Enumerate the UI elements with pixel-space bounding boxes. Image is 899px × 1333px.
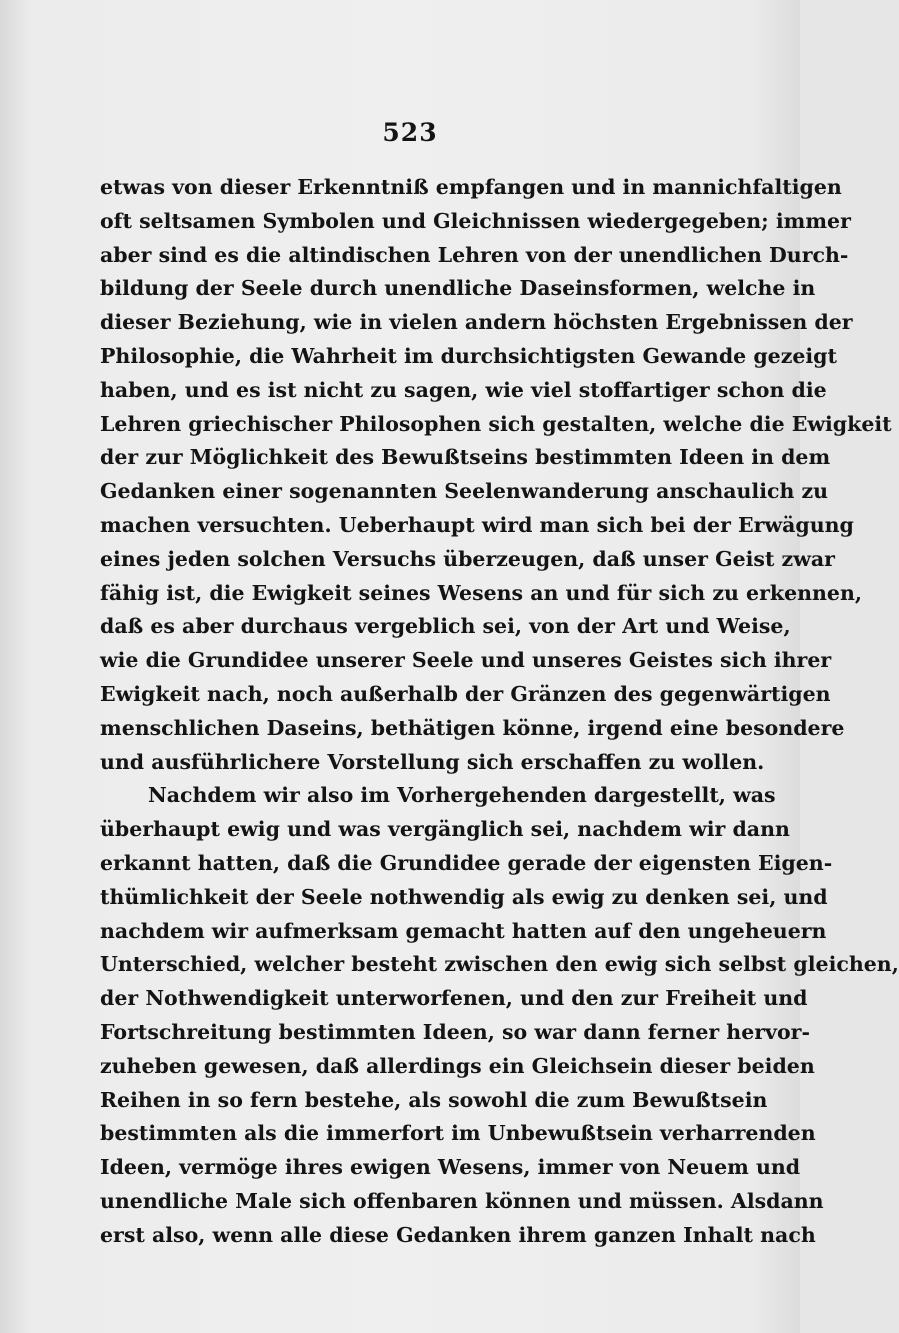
text-line: der zur Möglichkeit des Bewußtseins bestimmten Ideen in dem xyxy=(100,445,831,470)
text-line: Nachdem wir also im Vorhergehenden dargestellt, was xyxy=(148,783,776,808)
text-line: eines jeden solchen Versuchs überzeugen, daß unser Geist zwar xyxy=(100,546,835,571)
text-line: bildung der Seele durch unendliche Daseinsformen, welche in xyxy=(100,276,816,301)
text-line: zuheben gewesen, daß allerdings ein Gleichsein dieser beiden xyxy=(100,1053,815,1078)
page-number: 523 xyxy=(382,118,438,147)
text-line: der Nothwendigkeit unterworfenen, und den zur Freiheit und xyxy=(100,986,808,1011)
text-line: etwas von dieser Erkenntniß empfangen und in mannichfaltigen xyxy=(100,175,842,199)
text-line: daß es aber durchaus vergeblich sei, von der Art und Weise, xyxy=(100,614,791,639)
text-line: wie die Grundidee unserer Seele und unseres Geistes sich ihrer xyxy=(100,648,832,673)
text-line: menschlichen Daseins, bethätigen könne, irgend eine besondere xyxy=(100,715,845,740)
text-line: bestimmten als die immerfort im Unbewußtsein verharrenden xyxy=(100,1121,816,1146)
text-line: Fortschreitung bestimmten Ideen, so war dann ferner hervor- xyxy=(100,1019,810,1044)
text-line: unendliche Male sich offenbaren können und müssen. Alsdann xyxy=(100,1188,824,1213)
text-line: machen versuchten. Ueberhaupt wird man sich bei der Erwägung xyxy=(100,512,854,537)
body-text xyxy=(100,171,899,1253)
text-line: Ewigkeit nach, noch außerhalb der Gränzen des gegenwärtigen xyxy=(100,681,831,706)
text-line: nachdem wir aufmerksam gemacht hatten auf den ungeheuern xyxy=(100,918,827,943)
text-line: erkannt hatten, daß die Grundidee gerade der eigensten Eigen- xyxy=(100,850,833,875)
text-line: fähig ist, die Ewigkeit seines Wesens an und für sich zu erkennen, xyxy=(100,580,863,605)
text-line: Unterschied, welcher besteht zwischen den ewig sich selbst gleichen, xyxy=(100,952,899,977)
text-line: thümlichkeit der Seele nothwendig als ewig zu denken sei, und xyxy=(100,884,828,909)
text-line: aber sind es die altindischen Lehren von der unendlichen Durch- xyxy=(100,242,849,267)
text-line: Reihen in so fern bestehe, als sowohl die zum Bewußtsein xyxy=(100,1087,768,1112)
text-line: Philosophie, die Wahrheit im durchsichtigsten Gewande gezeigt xyxy=(100,343,837,368)
text-line: oft seltsamen Symbolen und Gleichnissen wiedergegeben; immer xyxy=(100,208,851,233)
text-line: Gedanken einer sogenannten Seelenwanderung anschaulich zu xyxy=(100,479,829,504)
text-line: Ideen, vermöge ihres ewigen Wesens, immer von Neuem und xyxy=(100,1155,801,1180)
text-line: dieser Beziehung, wie in vielen andern höchsten Ergebnissen der xyxy=(100,310,853,335)
text-line: und ausführlichere Vorstellung sich erschaffen zu wollen. xyxy=(100,749,765,774)
text-line: erst also, wenn alle diese Gedanken ihrem ganzen Inhalt nach xyxy=(100,1222,816,1247)
text-line: überhaupt ewig und was vergänglich sei, nachdem wir dann xyxy=(100,817,790,842)
text-line: haben, und es ist nicht zu sagen, wie viel stoffartiger schon die xyxy=(100,377,827,402)
text-line: Lehren griechischer Philosophen sich gestalten, welche die Ewigkeit xyxy=(100,411,892,436)
